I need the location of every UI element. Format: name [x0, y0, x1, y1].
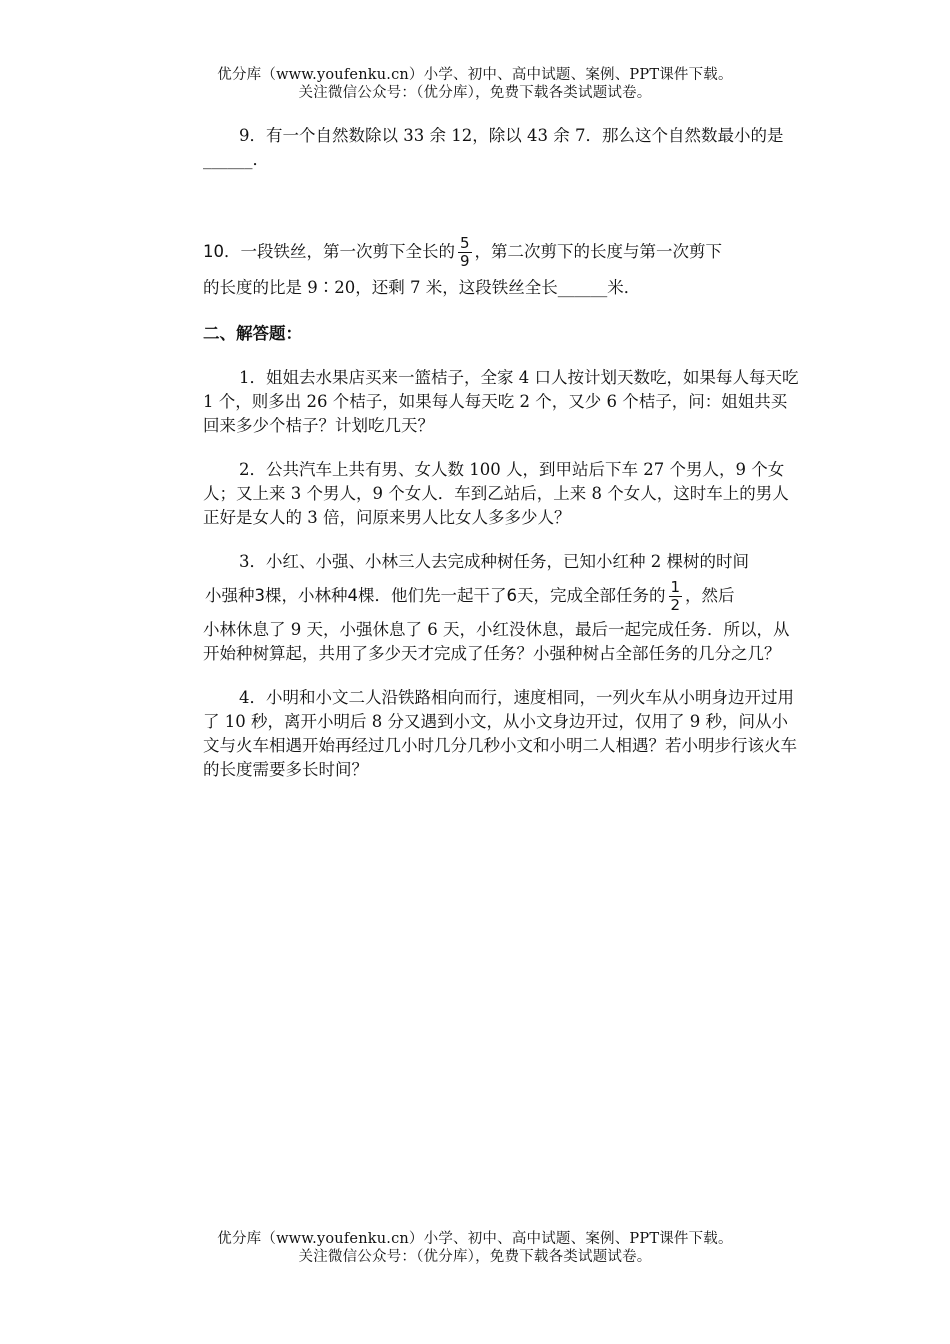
- fraction-denominator: 9: [460, 251, 470, 270]
- footer-line-1: 优分库（www.youfenku.cn）小学、初中、高中试题、案例、PPT课件下载。: [217, 1231, 733, 1247]
- footer-line-2: 关注微信公众号：（优分库），免费下载各类试题试卷。: [298, 1249, 652, 1265]
- header-line-2: 关注微信公众号：（优分库），免费下载各类试题试卷。: [298, 85, 652, 101]
- document-body: [203, 124, 803, 802]
- problem-3-line-3: 小林休息了 9 天，小强休息了 6 天，小红没休息，最后一起完成任务．所以，从开始种树算起，共用了多少天才完成了任务？小强种树占全部任务的几分之几？: [203, 620, 790, 663]
- problem-4: 4．小明和小文二人沿铁路相向而行，速度相同，一列火车从小明身边开过用了 10 秒，离开小明后 8 分又遇到小文，从小文身边开过，仅用了 9 秒，问从小文与火车相遇开始再经过几小时几分几秒小文和小明二人相遇？若小明步行该火车的长度需要多长时间？: [203, 688, 797, 779]
- problem-3-line-2: [205, 574, 803, 618]
- question-10-text-a: 10．一段铁丝，第一次剪下全长的: [203, 242, 455, 261]
- page-footer: [0, 1230, 950, 1266]
- fraction-numerator: 5: [460, 233, 470, 252]
- fraction-numerator: 1: [670, 577, 681, 596]
- section-title: 二、解答题：: [203, 324, 302, 343]
- problem-3-text-a: 小强种3棵，小林种4棵．他们先一起干了6天，完成全部任务的: [205, 586, 666, 605]
- question-9: 9．有一个自然数除以 33 余 12，除以 43 余 7．那么这个自然数最小的是______．: [203, 126, 784, 169]
- question-10-text-b: ，第二次剪下的长度与第一次剪下: [474, 242, 723, 261]
- problem-3: [203, 550, 803, 666]
- fraction-denominator: 2: [670, 595, 681, 614]
- fraction-five-ninths: [458, 235, 472, 270]
- problem-3-text-b: ，然后: [685, 586, 735, 605]
- problem-1: 1．姐姐去水果店买来一篮桔子，全家 4 口人按计划天数吃，如果每人每天吃 1 个，则多出 26 个桔子，如果每人每天吃 2 个，又少 6 个桔子，问：姐姐共买回来多少个桔子？计划吃几天？: [203, 368, 799, 435]
- header-line-1: 优分库（www.youfenku.cn）小学、初中、高中试题、案例、PPT课件下载。: [217, 67, 733, 83]
- page-header: [0, 66, 950, 102]
- question-10-line-2: 的长度的比是 9∶20，还剩 7 米，这段铁丝全长______米．: [203, 278, 641, 297]
- problem-3-line-1: 3．小红、小强、小林三人去完成种树任务，已知小红种 2 棵树的时间: [239, 552, 749, 571]
- problem-2: 2．公共汽车上共有男、女人数 100 人，到甲站后下车 27 个男人，9 个女人；又上来 3 个男人，9 个女人．车到乙站后，上来 8 个女人，这时车上的男人正好是女人的 3 倍，问原来男人比女人多多少人？: [203, 460, 789, 527]
- fraction-one-half: [669, 579, 683, 614]
- question-10-line-1: [203, 228, 803, 276]
